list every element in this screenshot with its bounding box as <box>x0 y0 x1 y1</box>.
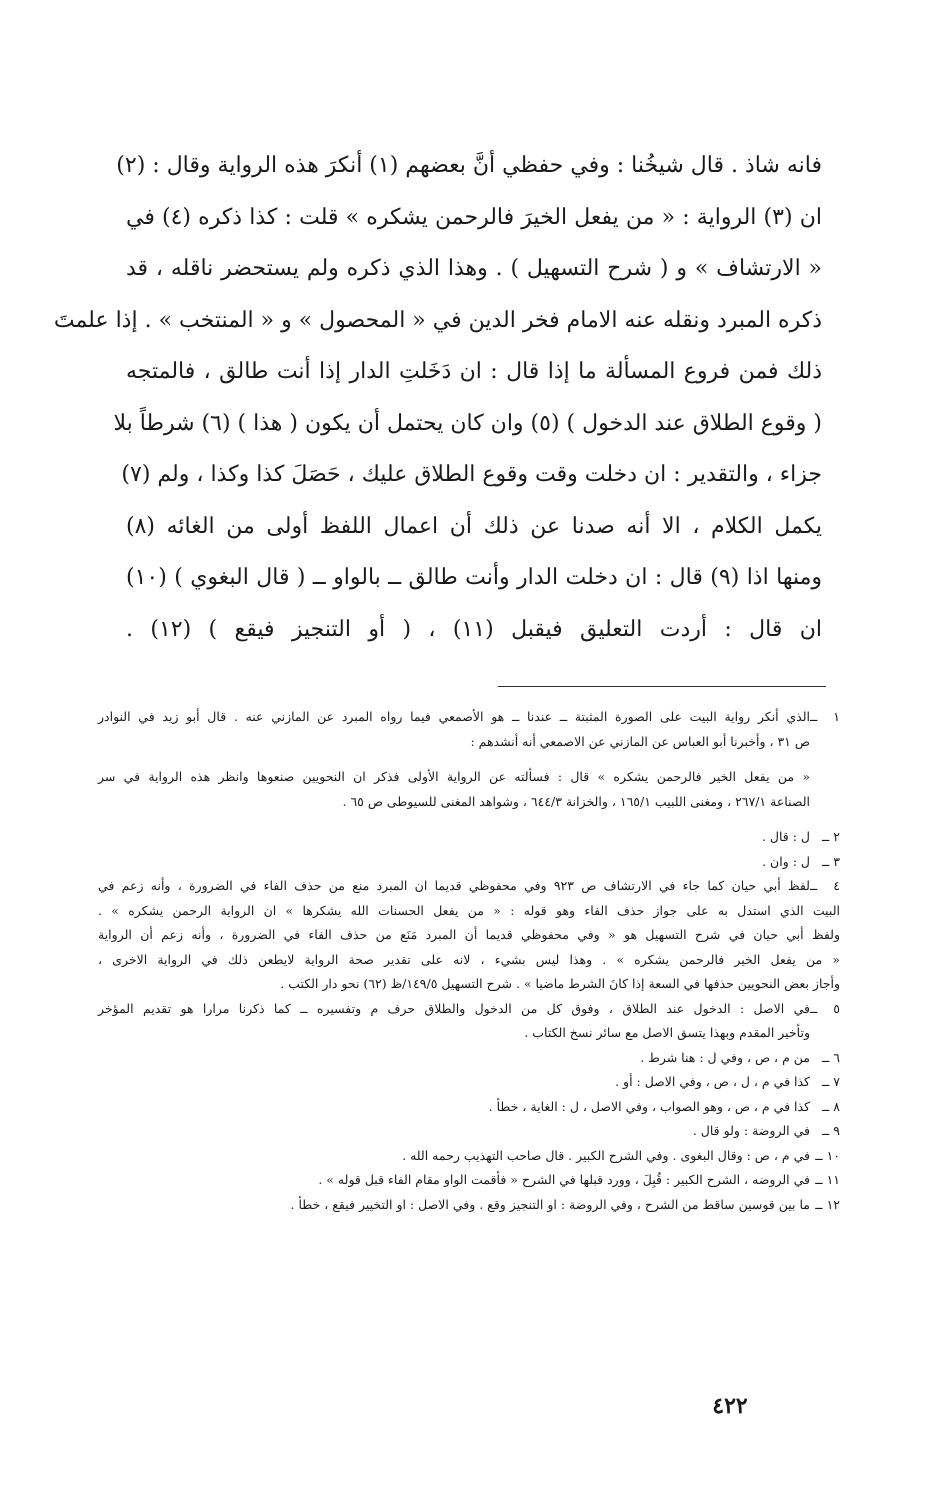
footnote-text: في الاصل : الدخول عند الطلاق ، وفوق كل من الدخول والطلاق حرف م وتفسيره ــ كما ذكرنا مرارا هو تقديم المؤخر <box>98 1000 810 1016</box>
footnote-number: ٢ ــ <box>821 829 840 844</box>
footnote-line <box>98 850 840 875</box>
footnote-text: كذا في م ، ص ، وهو الصواب ، وفي الاصل ، ل : الغاية ، خطأ . <box>488 1098 810 1114</box>
main-text-line: ( وقوع الطلاق عند الدخول ) (٥) وان كان يحتمل أن يكون ( هذا ) (٦) شرطاً بلا <box>113 410 822 436</box>
footnote-line <box>98 705 840 730</box>
main-text-line: ذلك فمن فروع المسألة ما إذا قال : ان دَخَلتِ الدار إذا أنت طالق ، فالمتجه <box>126 359 822 384</box>
main-text-block <box>53 140 823 655</box>
footnote-line <box>98 1168 840 1193</box>
footnote-text: ل : قال . <box>761 829 810 844</box>
main-text-line: ان (٣) الرواية : « من يفعل الخيرَ فالرحمن يشكره » قلت : كذا ذكره (٤) في <box>126 204 822 230</box>
page-number: ٤٢٢ <box>712 1393 748 1419</box>
footnote-number: ٨ ــ <box>821 1098 840 1114</box>
footnote-line <box>98 1095 840 1120</box>
footnote-line <box>98 825 840 850</box>
footnote-line <box>98 1046 840 1071</box>
main-text-line: ان قال : أردت التعليق فيقبل (١١) ، ( أو التنجيز فيقع ) (١٢) . <box>126 616 822 642</box>
footnote-line: « من يفعل الخير فالرحمن يشكره » . وهذا ليس بشيء ، لانه على تقدير صحة الرواية لايطعن ذلك في الرواية الاخرى ، <box>98 951 840 967</box>
main-text-line: جزاء ، والتقدير : ان دخلت وقت وقوع الطلاق عليك ، حَصَلَ كذا وكذا ، ولم (٧) <box>121 462 822 487</box>
footnote-line <box>98 1119 840 1144</box>
footnote-text: من م ، ص ، وفي ل : هنا شرط . <box>640 1049 810 1065</box>
footnote-number: ١١ ــ <box>815 1172 840 1187</box>
footnote-text: في الروضة : ولو قال . <box>692 1123 810 1138</box>
footnote-line <box>98 1070 840 1095</box>
footnote-line: وتأخير المقدم وبهذا يتسق الاصل مع سائر نسخ الكتاب . <box>524 1025 810 1040</box>
footnote-text: ما بين قوسين ساقط من الشرح ، وفي الروضة : او التنجيز وقع . وفي الاصل : او التخيير فيقع ، خطأ . <box>290 1196 810 1212</box>
footnote-line <box>98 874 840 899</box>
footnote-number: ٩ ــ <box>821 1123 840 1138</box>
footnote-line <box>98 1144 840 1169</box>
main-text-line: ومنها اذا (٩) قال : ان دخلت الدار وأنت طالق ــ بالواو ــ ( قال البغوي ) (١٠) <box>126 565 823 590</box>
footnote-number: ٧ ــ <box>821 1074 840 1089</box>
footnote-line: « من يفعل الخير فالرحمن يشكره » قال : فسألته عن الرواية الأولى فذكر ان النحويين صنعوها وانظر هذه الرواية في سر <box>98 769 810 784</box>
footnote-line: ص ٣١ ، وأخبرنا أبو العباس عن المازني عن الاصمعي أنه أنشدهم : <box>470 733 810 749</box>
footnote-line: ولفظ أبي حيان في شرح التسهيل هو « وفي محفوظي قديما أن المبرد مَنَع من حذف الفاء في الضرورة ، وأنه زعم أن الرواية <box>98 927 840 942</box>
footnote-number: ٣ ــ <box>821 853 840 869</box>
footnote-line: البيت الذي استدل به على جواز حذف الفاء وهو قوله : « من يفعل الحسنات الله يشكرها » ان الرواية الرحمن يشكره » . <box>98 902 840 918</box>
footnote-number: ١ ــ <box>810 709 840 724</box>
footnote-line: الصناعة ٢٦٧/١ ، ومغنى اللبيب ١٦٥/١ ، والخزانة ٦٤٤/٣ ، وشواهد المغنى للسيوطى ص ٦٥ . <box>342 793 810 809</box>
main-text-line: فانه شاذ . قال شيخُنا : وفي حفظي أنَّ بعضهم (١) أنكرَ هذه الرواية وقال : (٢) <box>116 153 822 178</box>
footnote-text: الذي أنكر رواية البيت على الصورة المثبتة ــ عندنا ــ هو الأصمعي فيما رواه المبرد عن المازني عنه . قال أبو زيد في النوادر <box>98 709 810 724</box>
main-text-line: « الارتشاف » و ( شرح التسهيل ) . وهذا الذي ذكره ولم يستحضر ناقله ، قد <box>126 256 822 281</box>
footnote-number: ٥ ــ <box>810 1000 840 1016</box>
footnote-number: ٤ ــ <box>810 878 840 893</box>
footnote-number: ١٠ ــ <box>815 1147 840 1163</box>
footnote-text: في م ، ص : وقال البغوى . وفي الشرح الكبير . قال صاحب التهذيب رحمه الله . <box>402 1147 810 1163</box>
footnote-number: ١٢ ــ <box>815 1196 840 1212</box>
footnote-line: وأجاز بعض النحويين حذفها في السعة إذا كانَ الشرط ماضيا » . شرح التسهيل ١٤٩/٥/ظ (٦٢) نحو دار الكتب . <box>280 976 840 991</box>
footnote-text: في الروضه ، الشرح الكبير : قُبِلَ ، وورد قبلها في الشرح « فأقمت الواو مقام الفاء قبل قوله » . <box>318 1172 810 1187</box>
footnote-text: كذا في م ، ل ، ص ، وفي الاصل : أو . <box>615 1074 810 1089</box>
footnote-number: ٦ ــ <box>821 1049 840 1065</box>
main-text-line: ذكره المبرد ونقله عنه الامام فخر الدين في « المحصول » و « المنتخب » . إذا علمتَ <box>53 307 822 333</box>
footnotes-block <box>98 705 840 1217</box>
main-text-line: يكمل الكلام ، الا أنه صدنا عن ذلك أن اعمال اللفظ أولى من الغائه (٨) <box>126 513 822 539</box>
footnote-text: ل : وان . <box>762 853 810 869</box>
footnote-separator-rule <box>498 686 826 687</box>
footnote-text: لفظ أبي حيان كما جاء في الارتشاف ص ٩٢٣ وفي محفوظي قديما ان المبرد منع من حذف الفاء في الضرورة ، وأنه زعم في <box>98 878 810 893</box>
footnote-line <box>98 997 840 1022</box>
footnote-line <box>98 1193 840 1218</box>
